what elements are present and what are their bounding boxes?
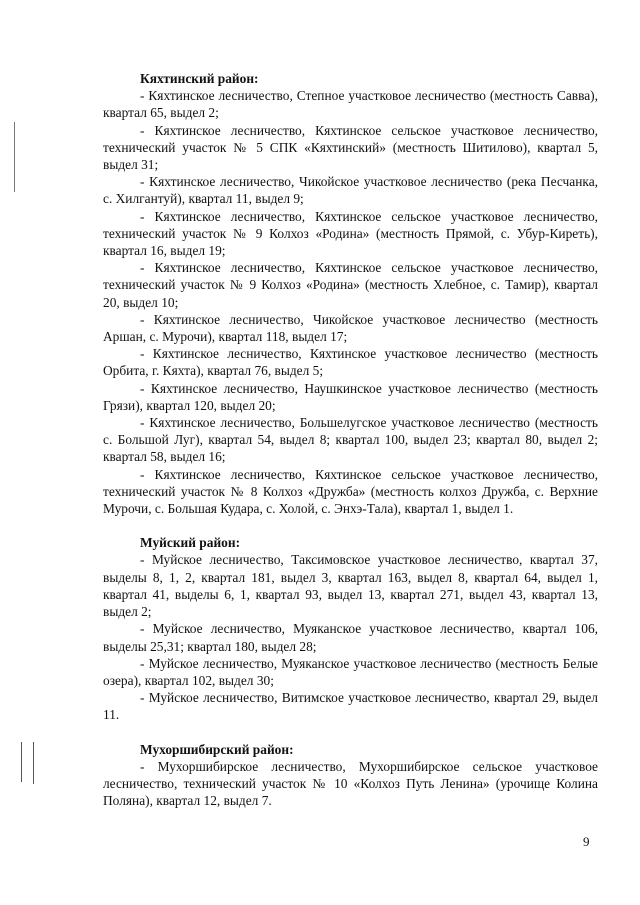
list-item: - Муйское лесничество, Муяканское участковое лесничество (местность Белые озера), квартал 102, выдел 30;: [103, 655, 598, 688]
list-item: - Муйское лесничество, Муяканское участковое лесничество, квартал 106, выделы 25,31; квартал 180, выдел 28;: [103, 621, 598, 654]
list-item: - Кяхтинское лесничество, Чикойское участковое лесничество (местность Аршан, с. Мурочи), квартал 118, выдел 17;: [103, 311, 598, 345]
list-item: - Кяхтинское лесничество, Большелугское участковое лесничество (местность с. Большой Луг), квартал 54, выдел 8; квартал 100, выдел 23; квартал 80, выдел 2; квартал 58, выдел 16;: [103, 415, 598, 465]
section-heading: Мухоршибирский район:: [140, 741, 294, 757]
list-item: - Кяхтинское лесничество, Наушкинское участковое лесничество (местность Грязи), квартал 120, выдел 20;: [103, 380, 598, 413]
list-item: - Кяхтинское лесничество, Кяхтинское сельское участковое лесничество, технический участок № 9 Колхоз «Родина» (местность Хлебное, с. Тамир), квартал 20, выдел 10;: [103, 260, 598, 310]
list-item: - Кяхтинское лесничество, Кяхтинское сельское участковое лесничество, технический участок № 8 Колхоз «Дружба» (местность колхоз Дружба, с. Верхние Мурочи, с. Большая Кудара, с. Холой, с. Энхэ-Тала), квартал 1, выдел 1.: [103, 466, 598, 517]
section-heading: Муйский район:: [140, 535, 241, 551]
list-item: - Кяхтинское лесничество, Степное участковое лесничество (местность Савва), квартал 65, выдел 2;: [103, 88, 598, 121]
list-item: - Кяхтинское лесничество, Кяхтинское сельское участковое лесничество, технический участок № 9 Колхоз «Родина» (местность Прямой, с. Убур-Киреть), квартал 16, выдел 19;: [103, 208, 598, 259]
list-item: - Кяхтинское лесничество, Кяхтинское участковое лесничество (местность Орбита, г. Кяхта), квартал 76, выдел 5;: [103, 346, 598, 379]
list-item: - Кяхтинское лесничество, Кяхтинское сельское участковое лесничество, технический участок № 5 СПК «Кяхтинский» (местность Шитилово), квартал 5, выдел 31;: [103, 122, 598, 173]
list-item: - Муйское лесничество, Таксимовское участковое лесничество, квартал 37, выделы 8, 1, 2, квартал 181, выдел 3, квартал 163, выдел 8, квартал 64, выдел 1, квартал 41, выделы 6, 1, квартал 93, выдел 13, квартал 271, выдел 43, квартал 13, выдел 2;: [103, 552, 598, 620]
page-number: 9: [583, 834, 590, 849]
list-item: - Кяхтинское лесничество, Чикойское участковое лесничество (река Песчанка, с. Хилгантуй), квартал 11, выдел 9;: [103, 174, 598, 207]
section-kyakhtinsky: [103, 70, 598, 517]
scan-margin-mark: [33, 742, 34, 784]
list-item: - Мухоршибирское лесничество, Мухоршибирское сельское участковое лесничество, технический участок № 10 «Колхоз Путь Ленина» (урочище Колина Поляна), квартал 12, выдел 7.: [103, 758, 598, 809]
section-muysky: [103, 534, 598, 723]
list-item: - Муйское лесничество, Витимское участковое лесничество, квартал 29, выдел 11.: [103, 690, 598, 723]
section-heading: Кяхтинский район:: [140, 71, 259, 86]
document-body: [103, 70, 598, 809]
scan-margin-mark: [14, 122, 15, 192]
scan-margin-mark: [21, 742, 22, 782]
section-mukhorshibirsky: [103, 741, 598, 810]
